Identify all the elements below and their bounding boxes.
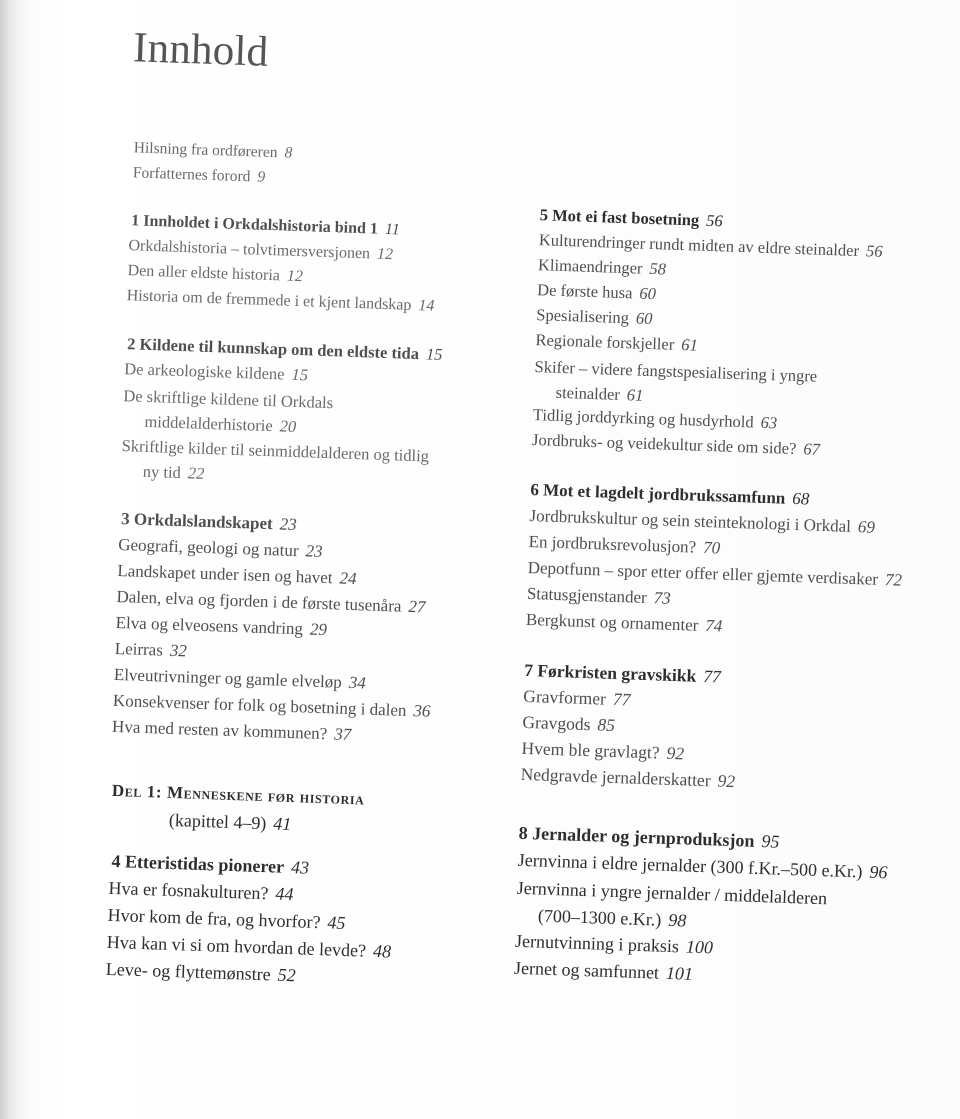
entry-page-number: 74: [705, 616, 723, 636]
entry-label: En jordbruksrevolusjon?: [528, 531, 697, 557]
entry-page-number: 32: [169, 640, 188, 661]
toc-entry[interactable]: [514, 956, 694, 986]
toc-part-heading[interactable]: [111, 780, 365, 838]
chapter-title: 5 Mot ei fast bosetning: [539, 205, 700, 230]
part-subtitle: (kapittel 4–9): [168, 809, 267, 834]
entry-page-number: 95: [761, 831, 780, 852]
entry-page-number: 61: [680, 335, 699, 355]
toc-entry[interactable]: [127, 260, 303, 288]
toc-entry[interactable]: [117, 560, 357, 590]
entry-label: De første husa: [536, 280, 633, 303]
entry-page-number: 69: [857, 517, 876, 537]
page-title: Innhold: [132, 24, 270, 76]
entry-label: Gravgods: [522, 711, 591, 735]
toc-entry-front-matter[interactable]: [133, 137, 292, 164]
entry-label: Leve- og flyttemønstre: [105, 958, 272, 985]
entry-label: Geografi, geologi og natur: [117, 535, 299, 561]
entry-page-number: 56: [705, 210, 723, 231]
entry-label: Depotfunn – spor etter offer eller gjemte verdisaker: [527, 557, 879, 589]
entry-label: Nedgravde jernalderskatter: [520, 763, 711, 791]
entry-label-continuation: steinalder: [555, 382, 621, 404]
entry-page-number: 12: [376, 245, 394, 264]
toc-chapter-heading[interactable]: [121, 508, 297, 536]
chapter-title: 4 Etteristidas pionerer: [111, 850, 285, 877]
entry-label: Klimaendringer: [537, 255, 643, 278]
entry-label: Hva kan vi si om hvordan de levde?: [106, 931, 367, 961]
entry-page-number: 23: [305, 541, 323, 561]
entry-page-number: 48: [372, 940, 392, 962]
toc-entry[interactable]: [526, 583, 671, 610]
toc-entry[interactable]: [526, 609, 723, 638]
entry-page-number: 60: [635, 308, 653, 329]
toc-entry[interactable]: [535, 329, 698, 357]
entry-label: Orkdalshistoria – tolvtimersversjonen: [128, 237, 371, 263]
entry-label: Den aller eldste historia: [127, 262, 281, 285]
entry-page-number: 29: [309, 619, 328, 640]
toc-entry[interactable]: [522, 711, 615, 736]
entry-label: Spesialisering: [536, 305, 630, 328]
entry-page-number: 72: [884, 570, 903, 590]
entry-page-number: 37: [333, 724, 352, 745]
toc-entry[interactable]: [532, 429, 821, 461]
toc-entry-multiline[interactable]: [122, 383, 333, 440]
entry-page-number: 98: [667, 909, 687, 931]
entry-label-continuation: ny tid: [142, 461, 182, 483]
entry-page-number: 58: [649, 258, 667, 279]
toc-entry[interactable]: [118, 534, 323, 563]
entry-page-number: 8: [284, 144, 293, 162]
entry-label: Hvor kom de fra, og hvorfor?: [107, 904, 321, 933]
entry-label: Jernet og samfunnet: [513, 957, 660, 983]
entry-label: Leirras: [114, 638, 164, 660]
entry-page-number: 44: [275, 883, 294, 905]
toc-entry[interactable]: [536, 304, 653, 330]
entry-label: Skriftlige kilder til seinmiddelalderen og tidlig: [121, 436, 430, 466]
toc-entry[interactable]: [521, 737, 684, 765]
entry-page-number: 63: [760, 412, 778, 433]
toc-entry[interactable]: [112, 716, 352, 746]
entry-page-number: 96: [869, 861, 888, 883]
entry-label: Jordbruks- og veidekultur side om side?: [531, 430, 797, 459]
entry-page-number: 60: [639, 283, 657, 304]
chapter-title: 2 Kildene til kunnskap om den eldste tida: [126, 334, 420, 364]
entry-page-number: 92: [666, 742, 685, 764]
entry-page-number: 92: [717, 770, 736, 792]
entry-label: Bergkunst og ornamenter: [525, 609, 699, 635]
toc-chapter-heading[interactable]: [524, 659, 721, 688]
toc-entry[interactable]: [538, 254, 667, 280]
toc-entry[interactable]: [105, 957, 296, 987]
entry-label: Jernvinna i yngre jernalder / middelalderen: [516, 877, 828, 909]
entry-page-number: 61: [626, 385, 644, 405]
toc-entry[interactable]: [113, 664, 366, 695]
chapter-title: 7 Førkristen gravskikk: [523, 659, 697, 686]
entry-page-number: 15: [291, 364, 309, 385]
entry-page-number: 67: [803, 439, 821, 459]
entry-page-number: 41: [273, 813, 292, 835]
entry-page-number: 34: [348, 672, 367, 693]
entry-label: Hva med resten av kommunen?: [111, 716, 328, 744]
toc-entry[interactable]: [520, 763, 735, 792]
part-title: Del 1: Menneskene før historia: [111, 780, 365, 809]
entry-label: Elva og elveosens vandring: [115, 612, 304, 639]
entry-page-number: 45: [327, 912, 346, 933]
chapter-title: 3 Orkdalslandskapet: [120, 509, 274, 534]
entry-label: Konsekvenser for folk og bosetning i dalen: [112, 690, 407, 720]
toc-entry[interactable]: [115, 612, 327, 641]
entry-label: Historia om de fremmede i et kjent landskap: [126, 287, 412, 314]
entry-page-number: 77: [702, 665, 722, 687]
entry-label: Elveutrivninger og gamle elveløp: [113, 664, 343, 692]
entry-page-number: 70: [702, 537, 721, 558]
entry-label: De skriftlige kildene til Orkdals: [123, 386, 334, 413]
entry-page-number: 36: [413, 701, 431, 721]
entry-page-number: 11: [384, 220, 401, 239]
entry-page-number: 77: [612, 688, 631, 710]
entry-label: Hva er fosnakulturen?: [108, 877, 269, 904]
entry-label-continuation: middelalderhistorie: [144, 411, 274, 436]
chapter-title: 8 Jernalder og jernproduksjon: [518, 822, 755, 851]
entry-page-number: 100: [685, 936, 714, 958]
entry-page-number: 85: [597, 714, 616, 736]
entry-page-number: 12: [286, 267, 304, 286]
entry-page-number: 56: [865, 241, 883, 261]
entry-label: Statusgjenstander: [526, 583, 648, 608]
toc-entry-front-matter[interactable]: [133, 162, 266, 188]
chapter-title: 1 Innholdet i Orkdalshistoria bind 1: [131, 212, 379, 238]
entry-label: Tidlig jorddyrking og husdyrhold: [532, 405, 754, 432]
entry-label: Skifer – videre fangstspesialisering i yngre: [534, 357, 818, 386]
entry-label: Jordbrukskultur og sein steinteknologi i Orkdal: [529, 505, 852, 536]
entry-label: Forfatternes forord: [132, 164, 251, 186]
entry-label: Kulturendringer rundt midten av eldre steinalder: [538, 230, 860, 261]
toc-entry[interactable]: [126, 285, 434, 317]
toc-entry[interactable]: [114, 638, 187, 662]
entry-label: Landskapet under isen og havet: [117, 560, 333, 588]
entry-label: Regionale forskjeller: [535, 330, 675, 354]
entry-page-number: 24: [339, 568, 357, 589]
toc-chapter-heading[interactable]: [539, 204, 723, 232]
toc-chapter-heading[interactable]: [111, 849, 309, 880]
entry-page-number: 68: [791, 488, 810, 509]
entry-label: Hvem ble gravlagt?: [521, 737, 660, 763]
entry-page-number: 43: [290, 857, 310, 878]
entry-label: Hilsning fra ordføreren: [133, 139, 278, 162]
entry-page-number: 15: [425, 344, 443, 364]
entry-page-number: 52: [277, 964, 297, 986]
entry-label: De arkeologiske kildene: [123, 359, 285, 384]
toc-entry-multiline[interactable]: [120, 433, 429, 493]
chapter-title: 6 Mot et lagdelt jordbrukssamfunn: [530, 479, 786, 508]
toc-entry[interactable]: [537, 279, 656, 305]
entry-label: Dalen, elva og fjorden i de første tusenåra: [116, 586, 402, 616]
entry-page-number: 22: [187, 463, 205, 483]
toc-entry[interactable]: [108, 876, 294, 906]
entry-label: Jernvinna i eldre jernalder (300 f.Kr.–500 e.Kr.): [517, 849, 863, 882]
toc-entry[interactable]: [124, 358, 309, 386]
entry-page-number: 23: [279, 514, 298, 535]
toc-entry[interactable]: [523, 685, 631, 711]
entry-page-number: 20: [279, 416, 297, 436]
entry-page-number: 27: [408, 596, 426, 617]
toc-entry[interactable]: [528, 531, 720, 560]
entry-label-continuation: (700–1300 e.Kr.): [537, 905, 662, 930]
entry-page-number: 14: [418, 297, 435, 315]
entry-page-number: 73: [653, 588, 672, 608]
entry-label: Jernutvinning i praksis: [514, 930, 680, 957]
entry-page-number: 9: [257, 168, 266, 186]
entry-label: Gravformer: [523, 685, 607, 709]
entry-page-number: 101: [665, 962, 694, 984]
